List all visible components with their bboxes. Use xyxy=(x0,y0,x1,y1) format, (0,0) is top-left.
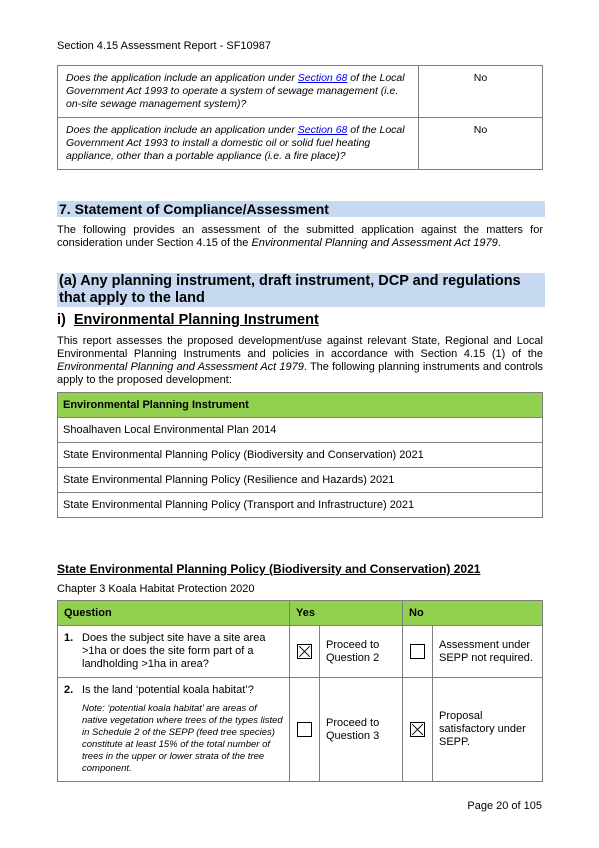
table-row xyxy=(58,678,543,782)
page-header: Section 4.15 Assessment Report - SF10987 xyxy=(57,40,272,52)
table-header: Environmental Planning Instrument xyxy=(58,393,543,418)
question-cell: Does the application include an application under Section 68 of the Local Government Act 1993 to install a domestic oil or solid fuel heating appliance, other than a portable appliance (i.e. a fire place)? xyxy=(58,118,419,170)
header-no: No xyxy=(403,601,543,626)
table-row: State Environmental Planning Policy (Biodiversity and Conservation) 2021 xyxy=(58,443,543,468)
header-question: Question xyxy=(58,601,290,626)
unchecked-checkbox-icon[interactable] xyxy=(297,722,312,737)
yes-result: Proceed to Question 2 xyxy=(320,626,403,678)
checked-checkbox-icon[interactable] xyxy=(410,722,425,737)
section-i-heading: i) Environmental Planning Instrument xyxy=(57,312,319,328)
section-i-paragraph: This report assesses the proposed development/use against relevant State, Regional and Local Environmental Planning Instruments and policies in accordance with Section 4.15 (1) of the Environmental Planning and Assessment Act 1979. The following planning instruments and controls apply to the proposed development: xyxy=(57,335,543,386)
table-header-row xyxy=(58,601,543,626)
section-68-link[interactable]: Section 68 xyxy=(297,124,348,136)
question-cell: 1. Does the subject site have a site area >1ha or does the site form part of a landholding >1ha in area? xyxy=(58,626,290,678)
table-row: State Environmental Planning Policy (Resilience and Hazards) 2021 xyxy=(58,468,543,493)
page-number: Page 20 of 105 xyxy=(467,800,542,812)
question-cell: 2. Is the land ‘potential koala habitat’? Note: ‘potential koala habitat’ are areas of native vegetation where trees of the types listed in Schedule 2 of the SEPP (feed tree species) constitute at least 15% of the total number of trees in the upper or lower strata of the tree component. xyxy=(58,678,290,782)
table-row: Shoalhaven Local Environmental Plan 2014 xyxy=(58,418,543,443)
table-row xyxy=(58,118,543,170)
table-row: State Environmental Planning Policy (Transport and Infrastructure) 2021 xyxy=(58,493,543,518)
section-7-heading: 7. Statement of Compliance/Assessment xyxy=(57,201,545,217)
koala-habitat-table xyxy=(57,600,543,782)
yes-result: Proceed to Question 3 xyxy=(320,678,403,782)
planning-instruments-table xyxy=(57,392,543,518)
sepp-heading: State Environmental Planning Policy (Biodiversity and Conservation) 2021 xyxy=(57,562,481,576)
question-cell: Does the application include an application under Section 68 of the Local Government Act 1993 to operate a system of sewage management (i.e. on-site sewage management system)? xyxy=(58,66,419,118)
section68-table xyxy=(57,65,543,170)
answer-cell: No xyxy=(419,118,543,170)
note-text: Note: ‘potential koala habitat’ are areas of native vegetation where trees of the types listed in Schedule 2 of the SEPP (feed tree species) constitute at least 15% of the total number of trees in the upper or lower strata of the tree component. xyxy=(82,703,283,774)
chapter-label: Chapter 3 Koala Habitat Protection 2020 xyxy=(57,583,255,595)
table-row xyxy=(58,66,543,118)
section-7-paragraph: The following provides an assessment of the submitted application against the matters for consideration under Section 4.15 of the Environmental Planning and Assessment Act 1979. xyxy=(57,224,543,249)
answer-cell: No xyxy=(419,66,543,118)
unchecked-checkbox-icon[interactable] xyxy=(410,644,425,659)
section-68-link[interactable]: Section 68 xyxy=(297,72,348,84)
table-row xyxy=(58,626,543,678)
no-result: Proposal satisfactory under SEPP. xyxy=(433,678,543,782)
no-result: Assessment under SEPP not required. xyxy=(433,626,543,678)
checked-checkbox-icon[interactable] xyxy=(297,644,312,659)
section-a-heading: (a) Any planning instrument, draft instrument, DCP and regulations that apply to the land xyxy=(57,273,545,307)
header-yes: Yes xyxy=(290,601,403,626)
